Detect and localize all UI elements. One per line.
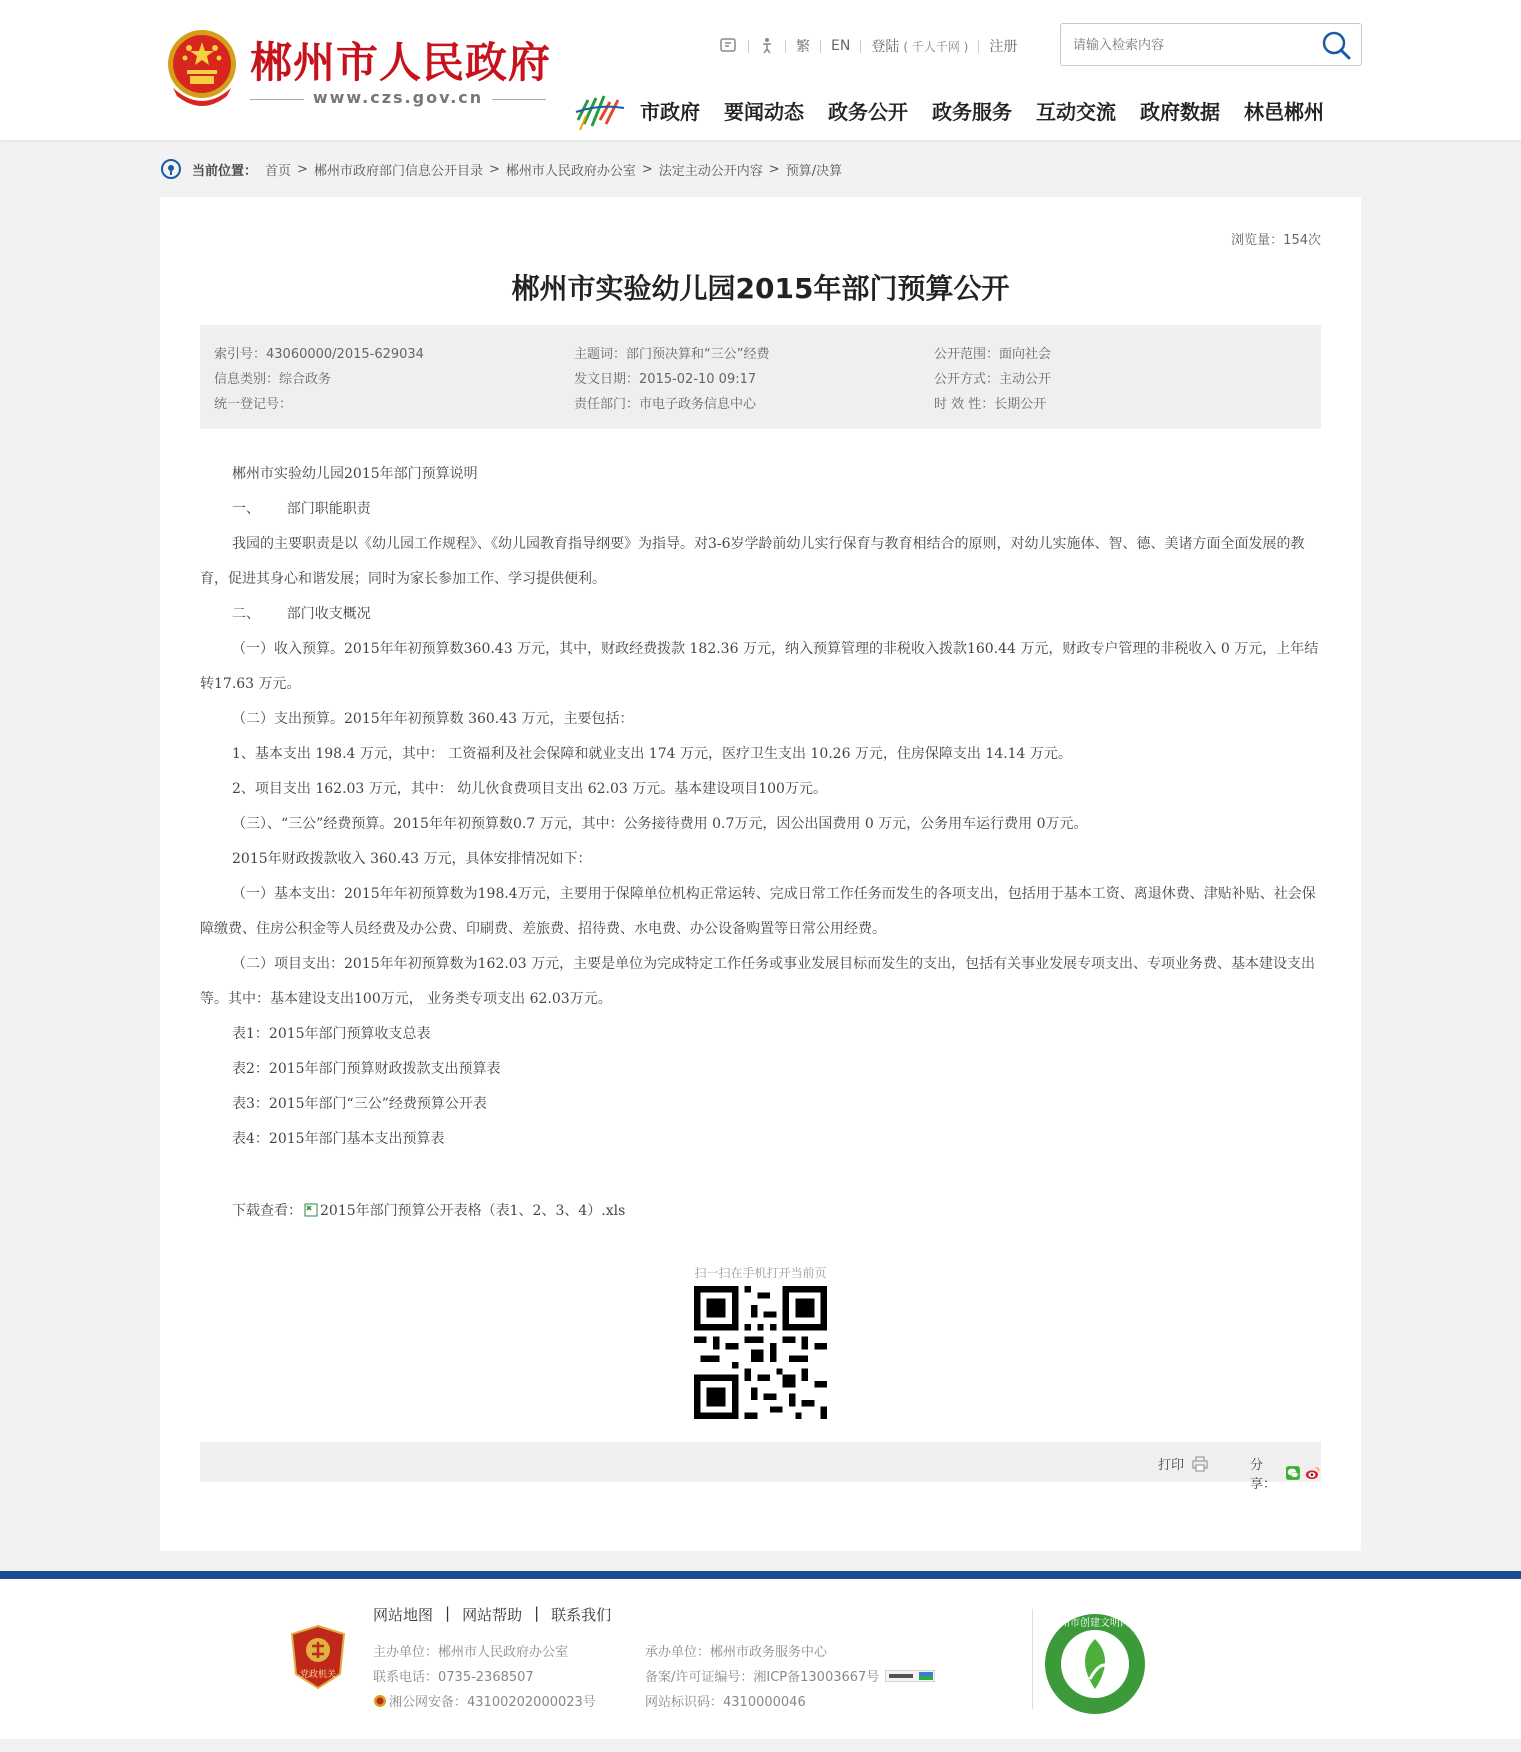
meta-dept: 责任部门：市电子政务信息中心 <box>574 397 757 412</box>
footer-organizer: 承办单位：郴州市政务服务中心 <box>645 1645 828 1660</box>
city-logo-icon <box>574 90 626 132</box>
nav-item-interaction[interactable]: 互动交流 <box>1036 100 1116 124</box>
body-paragraph: 我园的主要职责是以《幼儿园工作规程》、《幼儿园教育指导纲要》为指导。对3-6岁学龄前幼儿实行保育与教育相结合的原则，对幼儿实施体、智、德、美诸方面全面发展的教育，促进其身心和谐发展；同时为家长参加工作、学习提供便利。 <box>200 536 1305 587</box>
body-paragraph: （一）收入预算。2015年年初预算数360.43 万元，其中，财政经费拨款 182.36 万元，纳入预算管理的非税收入拨款160.44 万元，财政专户管理的非税收入 0 万元，上年结转17.63 万元。 <box>200 641 1319 692</box>
action-bar <box>200 1442 1321 1492</box>
breadcrumb <box>160 158 842 180</box>
body-paragraph: 2、项目支出 162.03 万元，其中： 幼儿伙食费项目支出 62.03 万元。基本建设项目100万元。 <box>232 781 827 797</box>
print-button[interactable] <box>1158 1454 1208 1473</box>
meta-subject: 主题词：部门预决算和“三公”经费 <box>574 347 770 362</box>
download-row <box>232 1200 625 1220</box>
weibo-icon[interactable] <box>1305 1465 1321 1481</box>
national-emblem-icon[interactable] <box>165 26 239 110</box>
main-nav <box>640 96 1324 125</box>
meta-date: 发文日期：2015-02-10 09:17 <box>574 372 757 387</box>
separator <box>820 40 821 53</box>
share-label: 分享： <box>1250 1458 1277 1492</box>
civilized-site-badge-text: 郴州市创建文明网站 <box>1050 1618 1140 1629</box>
party-gov-badge-text: 党政机关 <box>299 1670 337 1680</box>
nav-item-linyi-chenzhou[interactable]: 林邑郴州 <box>1244 100 1324 124</box>
accessibility-icon[interactable] <box>759 37 775 55</box>
body-paragraph: （二）项目支出：2015年年初预算数为162.03 万元，主要是单位为完成特定工作任务或事业发展目标而发生的支出，包括有关事业发展专项支出、专项业务费、基本建设支出等。其中：基本建设支出100万元， 业务类专项支出 62.03万元。 <box>200 956 1316 1007</box>
footer-police[interactable]: 湘公网安备：43100202000023号 <box>389 1695 596 1710</box>
breadcrumb-separator: > <box>297 161 308 177</box>
footer-divider <box>1032 1609 1033 1709</box>
police-badge-icon <box>373 1694 387 1708</box>
separator <box>978 40 979 53</box>
meta-category: 信息类别：综合政务 <box>214 372 332 387</box>
meta-index-no: 索引号：43060000/2015-629034 <box>214 347 424 362</box>
footer-phone: 联系电话：0735-2368507 <box>373 1670 534 1685</box>
meta-validity: 时 效 性：长期公开 <box>934 397 1047 412</box>
top-links <box>720 34 1017 58</box>
separator <box>860 40 861 53</box>
download-file-link[interactable]: 2015年部门预算公开表格（表1、2、3、4）.xls <box>320 1203 626 1219</box>
article-card <box>160 197 1361 1551</box>
separator <box>785 40 786 53</box>
body-paragraph: 郴州市实验幼儿园2015年部门预算说明 <box>232 466 478 482</box>
body-paragraph: （三）、“三公”经费预算。2015年年初预算数0.7 万元，其中：公务接待费用 0.7万元，因公出国费用 0 万元，公务用车运行费用 0万元。 <box>232 816 1088 832</box>
site-domain: www.czs.gov.cn <box>250 88 546 107</box>
separator: | <box>445 1604 451 1622</box>
nav-item-news[interactable]: 要闻动态 <box>724 100 804 124</box>
party-gov-badge-icon <box>290 1624 346 1690</box>
register-link[interactable]: 注册 <box>989 39 1018 55</box>
breadcrumb-statutory-content[interactable]: 法定主动公开内容 <box>658 163 763 179</box>
breadcrumb-separator: > <box>488 161 500 177</box>
english-link[interactable]: EN <box>831 38 851 54</box>
site-footer <box>0 1571 1521 1739</box>
footer-police-row <box>373 1691 596 1710</box>
download-label: 下载查看： <box>232 1203 302 1219</box>
body-paragraph: 一、 部门职能职责 <box>232 501 371 517</box>
nav-item-gov-affairs-open[interactable]: 政务公开 <box>828 100 908 124</box>
civilized-site-badge-icon <box>1040 1609 1150 1719</box>
body-paragraph: 表4：2015年部门基本支出预算表 <box>232 1131 445 1147</box>
search-box <box>1060 23 1362 66</box>
qr-caption: 扫一扫在手机打开当前页 <box>694 1266 827 1280</box>
meta-scope: 公开范围：面向社会 <box>934 347 1052 362</box>
site-name[interactable]: 郴州市人民政府 <box>250 38 552 87</box>
nav-item-gov-services[interactable]: 政务服务 <box>932 100 1012 124</box>
traditional-chinese-link[interactable]: 繁 <box>796 39 810 55</box>
footer-icp-row <box>645 1666 935 1685</box>
footer-site-id: 网站标识码：4310000046 <box>645 1695 806 1710</box>
civilized-site-badge[interactable] <box>1040 1609 1150 1719</box>
footer-icp[interactable]: 备案/许可证编号：湘ICP备13003667号 <box>645 1670 880 1685</box>
footer-link-contact[interactable]: 联系我们 <box>551 1606 612 1624</box>
body-paragraph: （二）支出预算。2015年年初预算数 360.43 万元，主要包括： <box>232 711 634 727</box>
location-pin-icon <box>160 158 182 180</box>
footer-link-help[interactable]: 网站帮助 <box>462 1606 523 1624</box>
body-paragraph: 1、基本支出 198.4 万元，其中： 工资福利及社会保障和就业支出 174 万元，医疗卫生支出 10.26 万元，住房保障支出 14.14 万元。 <box>232 746 1072 762</box>
login-note: ( 千人千网 ) <box>903 39 969 54</box>
share-group <box>1250 1454 1321 1492</box>
separator: | <box>534 1604 540 1622</box>
excel-file-icon <box>304 1203 318 1217</box>
body-paragraph: （一）基本支出：2015年年初预算数为198.4万元，主要用于保障单位机构正常运转、完成日常工作任务而发生的各项支出，包括用于基本工资、离退休费、津贴补贴、社会保障缴费、住房公积金等人员经费及办公费、印刷费、差旅费、招待费、水电费、办公设备购置等日常公用经费。 <box>200 886 1316 937</box>
search-input[interactable] <box>1071 34 1315 56</box>
barrier-free-icon[interactable] <box>720 38 738 54</box>
separator <box>748 40 749 53</box>
printer-icon <box>1192 1456 1208 1472</box>
qr-code-icon <box>694 1286 827 1419</box>
footer-sponsor: 主办单位：郴州市人民政府办公室 <box>373 1645 569 1660</box>
breadcrumb-office[interactable]: 郴州市人民政府办公室 <box>505 163 636 179</box>
meta-reg-no: 统一登记号： <box>214 397 293 412</box>
breadcrumb-directory[interactable]: 郴州市政府部门信息公开目录 <box>313 163 483 179</box>
article-body <box>200 457 1321 1157</box>
view-count: 浏览量：154次 <box>1231 233 1321 248</box>
body-paragraph: 表2：2015年部门预算财政拨款支出预算表 <box>232 1061 501 1077</box>
breadcrumb-home[interactable]: 首页 <box>265 163 292 179</box>
body-paragraph: 表1：2015年部门预算收支总表 <box>232 1026 431 1042</box>
site-header <box>0 0 1521 140</box>
login-link[interactable]: 登陆 <box>871 39 900 55</box>
nav-item-city-government[interactable]: 市政府 <box>640 100 700 124</box>
search-icon[interactable] <box>1321 30 1351 60</box>
nav-item-gov-data[interactable]: 政府数据 <box>1140 100 1220 124</box>
breadcrumb-budget[interactable]: 预算/决算 <box>785 163 843 179</box>
footer-links <box>373 1604 611 1625</box>
article-meta <box>200 325 1321 429</box>
party-gov-badge[interactable] <box>290 1624 346 1690</box>
breadcrumb-label: 当前位置： <box>192 163 258 179</box>
breadcrumb-separator: > <box>768 161 780 177</box>
body-paragraph: 二、 部门收支概况 <box>232 606 371 622</box>
wechat-icon[interactable] <box>1286 1465 1302 1481</box>
print-label: 打印 <box>1158 1458 1185 1473</box>
meta-method: 公开方式：主动公开 <box>934 372 1052 387</box>
body-paragraph: 2015年财政拨款收入 360.43 万元，具体安排情况如下： <box>232 851 592 867</box>
cnzz-badge-icon[interactable] <box>885 1670 935 1682</box>
breadcrumb-separator: > <box>641 161 653 177</box>
footer-link-sitemap[interactable]: 网站地图 <box>373 1606 434 1624</box>
article-title: 郴州市实验幼儿园2015年部门预算公开 <box>511 272 1010 305</box>
body-paragraph: 表3：2015年部门“三公”经费预算公开表 <box>232 1096 487 1112</box>
